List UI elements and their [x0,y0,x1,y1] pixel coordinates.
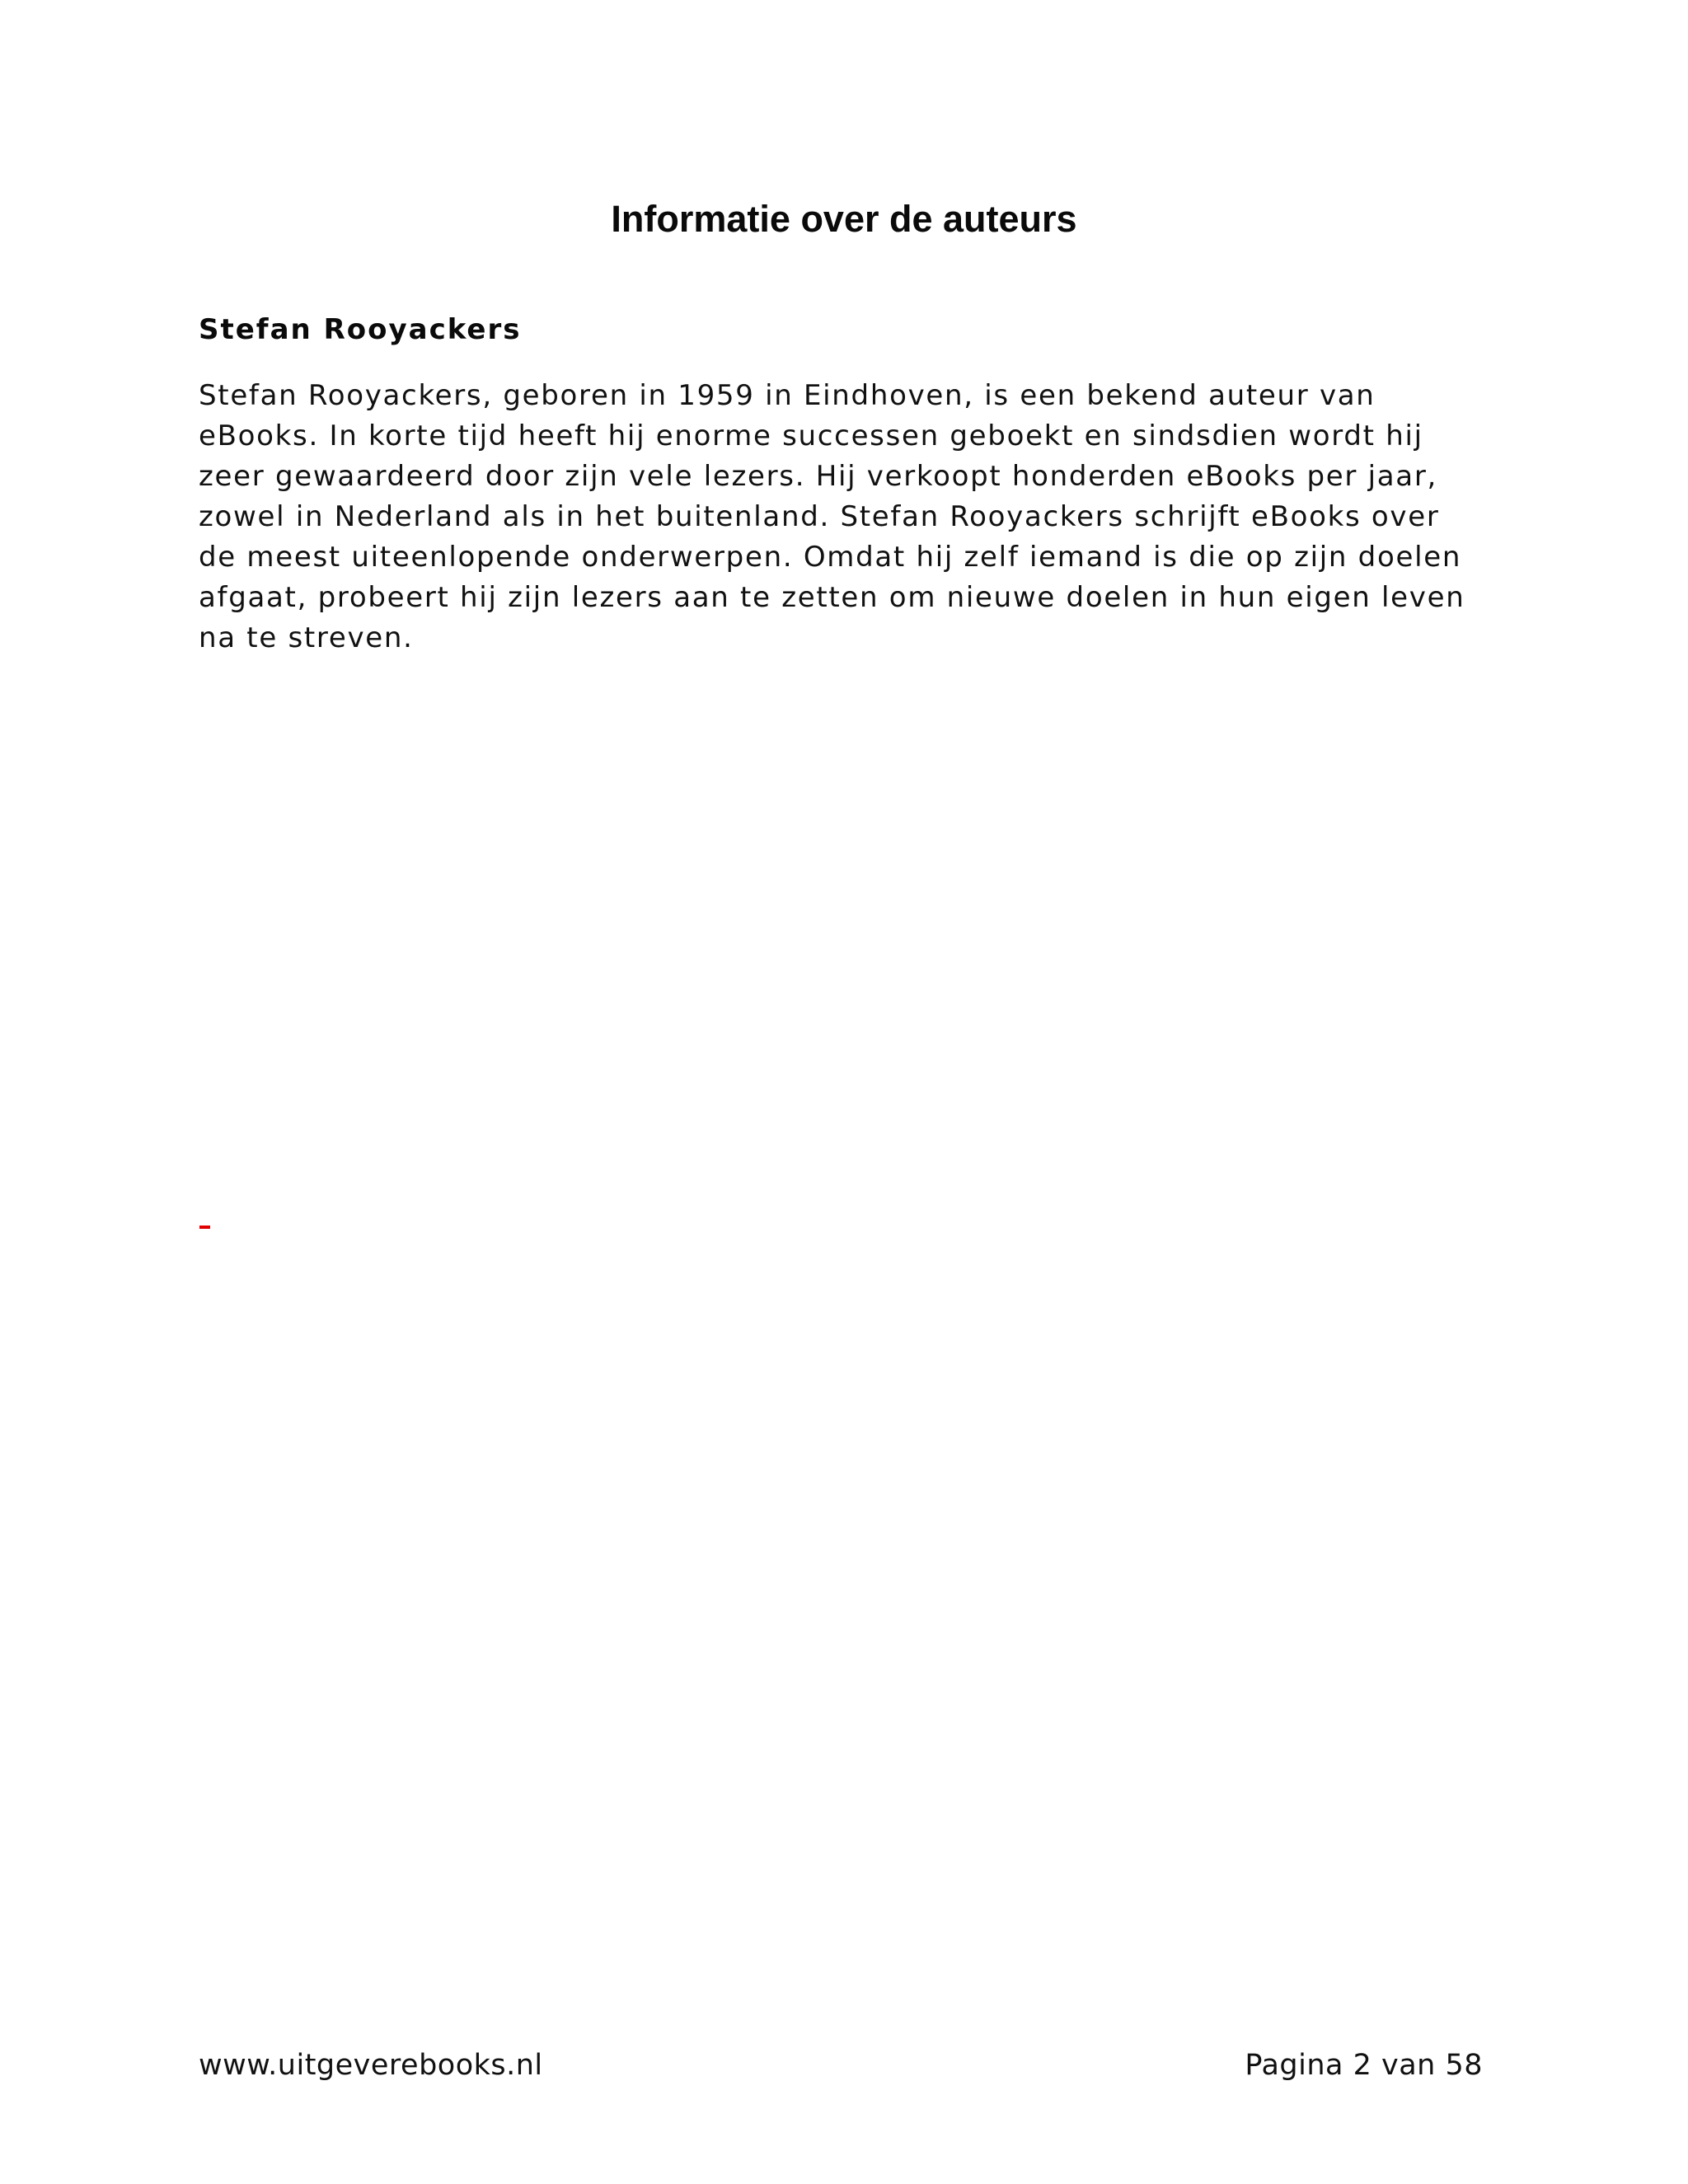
author-name-heading: Stefan Rooyackers [199,313,522,346]
bio-line: zowel in Nederland als in het buitenland. Stefan Rooyackers schrijft eBooks over [199,500,1440,533]
bio-line: zeer gewaardeerd door zijn vele lezers. Hij verkoopt honderden eBooks per jaar, [199,460,1437,493]
author-bio-paragraph [199,376,1509,658]
bio-line: de meest uiteenlopende onderwerpen. Omdat hij zelf iemand is die op zijn doelen [199,541,1462,574]
bio-line: Stefan Rooyackers, geboren in 1959 in Eindhoven, is een bekend auteur van [199,379,1376,412]
bio-line: eBooks. In korte tijd heeft hij enorme successen geboekt en sindsdien wordt hij [199,419,1423,452]
footer-page-indicator: Pagina 2 van 58 [1245,2049,1483,2082]
bio-line: afgaat, probeert hij zijn lezers aan te zetten om nieuwe doelen in hun eigen leven [199,581,1465,614]
red-dash-mark [199,1226,210,1229]
footer-website: www.uitgeverebooks.nl [199,2049,543,2082]
page-title: Informatie over de auteurs [611,198,1077,240]
bio-line: na te streven. [199,621,414,654]
